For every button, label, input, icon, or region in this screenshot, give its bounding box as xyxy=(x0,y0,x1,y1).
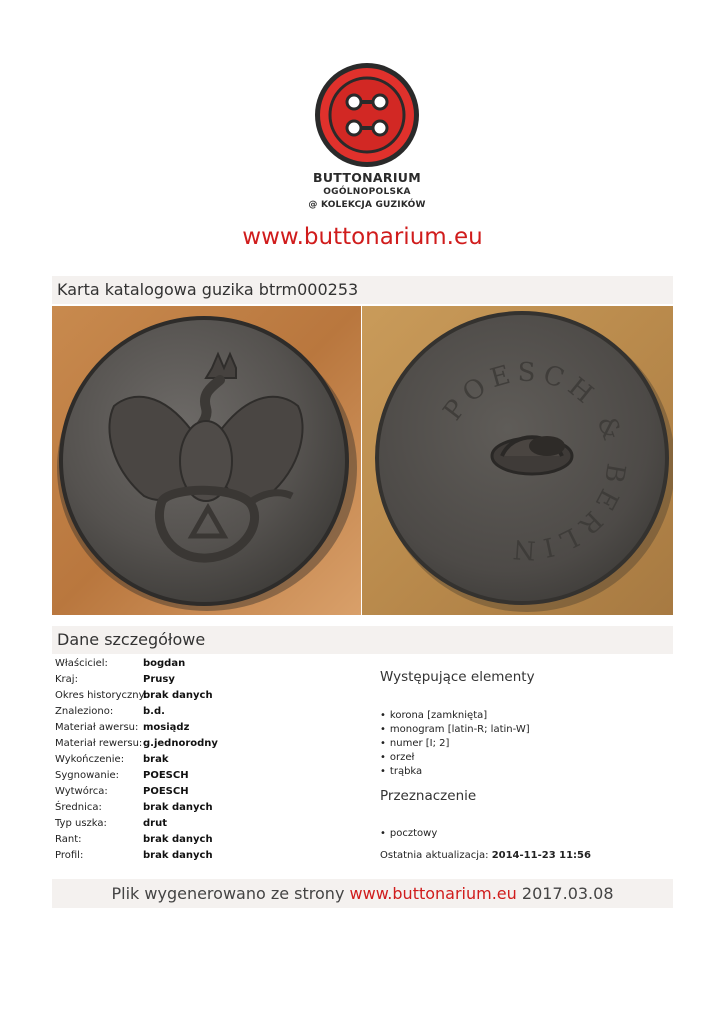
last-update-label: Ostatnia aktualizacja: xyxy=(380,850,489,861)
detail-label: Średnica: xyxy=(55,802,102,813)
detail-label: Okres historyczny: xyxy=(55,690,148,701)
footer-link[interactable]: www.buttonarium.eu xyxy=(349,884,517,903)
detail-value: bogdan xyxy=(143,658,186,669)
list-item: • pocztowy xyxy=(380,828,437,842)
obverse-image xyxy=(52,306,361,615)
last-update xyxy=(380,850,591,861)
detail-value: POESCH xyxy=(143,786,189,797)
purpose-list xyxy=(380,828,437,842)
detail-value: Prusy xyxy=(143,674,175,685)
detail-value: mosiądz xyxy=(143,722,190,733)
detail-value: b.d. xyxy=(143,706,165,717)
detail-label: Kraj: xyxy=(55,674,78,685)
detail-label: Materiał rewersu: xyxy=(55,738,143,749)
details-title-bar xyxy=(52,626,673,654)
buttonarium-logo xyxy=(308,62,426,222)
logo-tagline-1: OGÓLNOPOLSKA xyxy=(323,187,411,197)
detail-label: Profil: xyxy=(55,850,84,861)
detail-value: brak danych xyxy=(143,850,213,861)
detail-value: brak danych xyxy=(143,690,213,701)
reverse-image xyxy=(362,306,673,615)
logo-tagline-2: @ KOLEKCJA GUZIKÓW xyxy=(308,200,426,210)
site-url-link[interactable]: www.buttonarium.eu xyxy=(242,224,483,250)
list-item: • korona [zamknięta] xyxy=(380,710,530,724)
detail-label: Wykończenie: xyxy=(55,754,125,765)
detail-value: POESCH xyxy=(143,770,189,781)
detail-value: brak xyxy=(143,754,169,765)
detail-value: drut xyxy=(143,818,167,829)
detail-label: Sygnowanie: xyxy=(55,770,120,781)
footer-prefix: Plik wygenerowano ze strony xyxy=(111,884,345,903)
elements-list xyxy=(380,710,530,780)
button-logo-icon xyxy=(314,62,420,168)
detail-label: Wytwórca: xyxy=(55,786,108,797)
list-item: • orzeł xyxy=(380,752,530,766)
detail-label: Typ uszka: xyxy=(55,818,107,829)
elements-heading: Występujące elementy xyxy=(380,669,535,685)
reverse-inscription: POESCH & BERLIN xyxy=(437,357,631,565)
reverse-photo xyxy=(362,306,673,615)
detail-label: Znaleziono: xyxy=(55,706,114,717)
detail-label: Rant: xyxy=(55,834,82,845)
details-title: Dane szczegółowe xyxy=(57,630,206,649)
purpose-heading: Przeznaczenie xyxy=(380,788,477,804)
catalog-title-bar xyxy=(52,276,673,304)
detail-label: Właściciel: xyxy=(55,658,108,669)
list-item: • monogram [latin-R; latin-W] xyxy=(380,724,530,738)
detail-value: brak danych xyxy=(143,834,213,845)
obverse-photo xyxy=(52,306,361,615)
list-item: • numer [I; 2] xyxy=(380,738,530,752)
list-item: • trąbka xyxy=(380,766,530,780)
footer-bar xyxy=(52,879,673,908)
catalog-title: Karta katalogowa guzika btrm000253 xyxy=(57,280,359,299)
detail-value: g.jednorodny xyxy=(143,738,218,749)
logo-name: BUTTONARIUM xyxy=(313,170,421,185)
last-update-value: 2014-11-23 11:56 xyxy=(491,850,591,861)
footer-date: 2017.03.08 xyxy=(521,884,614,903)
detail-value: brak danych xyxy=(143,802,213,813)
detail-label: Materiał awersu: xyxy=(55,722,139,733)
